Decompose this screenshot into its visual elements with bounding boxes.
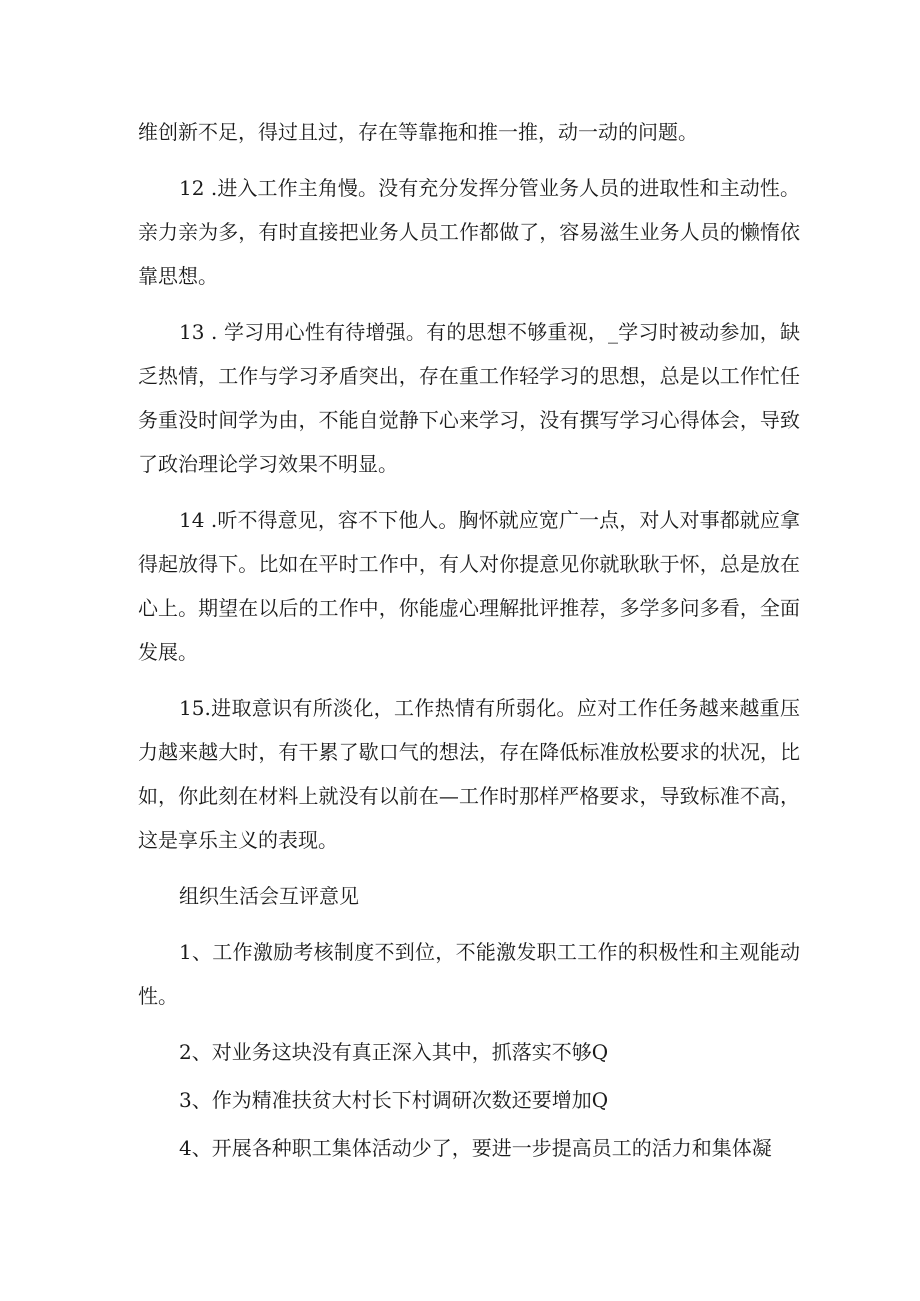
- paragraph-item-14: 14 .听不得意见，容不下他人。胸怀就应宽广一点，对人对事都就应拿得起放得下。比如在平时工作中，有人对你提意见你就耿耿于怀，总是放在心上。期望在以后的工作中，你能虚心理解批评推荐，多学多问多看，全面发展。: [138, 508, 800, 664]
- section-heading: 组织生活会互评意见: [179, 884, 359, 908]
- list-item-3: 3、作为精准扶贫大村长下村调研次数还要增加Q: [179, 1088, 609, 1112]
- paragraph-item-12: 12 .进入工作主角慢。没有充分发挥分管业务人员的进取性和主动性。亲力亲为多，有时直接把业务人员工作都做了，容易滋生业务人员的懒惰依靠思想。: [138, 176, 800, 288]
- paragraph-continuation: 维创新不足，得过且过，存在等靠拖和推一推，动一动的问题。: [138, 120, 698, 144]
- list-item-2: 2、对业务这块没有真正深入其中，抓落实不够Q: [179, 1040, 609, 1064]
- paragraph-item-13: 13 . 学习用心性有待增强。有的思想不够重视，_学习时被动参加，缺乏热情，工作与学习矛盾突出，存在重工作轻学习的思想，总是以工作忙任务重没时间学为由，不能自觉静下心来学习，没有撰写学习心得体会，导致了政治理论学习效果不明显。: [138, 320, 800, 476]
- paragraph-item-15: 15.进取意识有所淡化，工作热情有所弱化。应对工作任务越来越重压力越来越大时，有干累了歇口气的想法，存在降低标准放松要求的状况，比如，你此刻在材料上就没有以前在—工作时那样严格要求，导致标准不高，这是享乐主义的表现。: [138, 696, 800, 852]
- list-item-1: 1、工作激励考核制度不到位，不能激发职工工作的积极性和主观能动性。: [138, 940, 800, 1008]
- list-item-4: 4、开展各种职工集体活动少了，要进一步提高员工的活力和集体凝: [179, 1136, 772, 1160]
- document-body: [138, 110, 800, 1182]
